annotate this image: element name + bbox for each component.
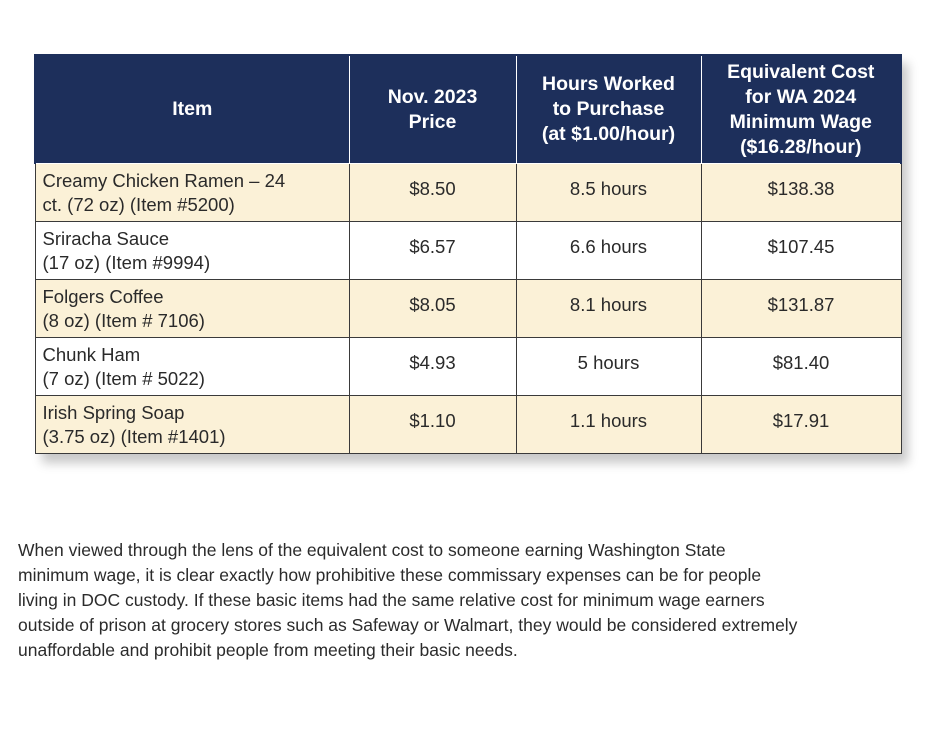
hours-cell: 5 hours (516, 338, 701, 396)
header-hours-line-1: Hours Worked (542, 73, 675, 95)
price-cell: $8.05 (349, 280, 516, 338)
price-cell: $4.93 (349, 338, 516, 396)
item-detail-line: (3.75 oz) (Item #1401) (42, 426, 226, 447)
hours-cell: 6.6 hours (516, 222, 701, 280)
table-row (35, 164, 901, 222)
header-equivalent-line-2: for WA 2024 (745, 85, 857, 108)
paragraph-line: When viewed through the lens of the equivalent cost to someone earning Washington State (18, 540, 726, 560)
item-name-line: Irish Spring Soap (42, 402, 185, 423)
paragraph-line: living in DOC custody. If these basic items had the same relative cost for minimum wage earners (18, 590, 765, 610)
table-row (35, 338, 901, 396)
item-cell (35, 164, 349, 222)
item-detail-line: (7 oz) (Item # 5022) (42, 368, 205, 389)
table-row (35, 396, 901, 454)
header-price-line-2: Price (408, 110, 457, 133)
paragraph-line: minimum wage, it is clear exactly how prohibitive these commissary expenses can be for people (18, 565, 762, 585)
item-cell (35, 338, 349, 396)
item-name-line: Chunk Ham (42, 344, 141, 365)
item-name-line: Folgers Coffee (42, 286, 164, 307)
header-equivalent-line-1: Equivalent Cost (727, 60, 875, 83)
header-hours-line-2: to Purchase (552, 98, 665, 120)
equivalent-cost-cell: $107.45 (701, 222, 901, 280)
equivalent-cost-cell: $17.91 (701, 396, 901, 454)
item-cell (35, 280, 349, 338)
commissary-cost-table-container (34, 54, 900, 454)
equivalent-cost-cell: $131.87 (701, 280, 901, 338)
header-item-line: Item (172, 98, 213, 120)
commissary-cost-table (34, 54, 902, 454)
table-row (35, 280, 901, 338)
item-detail-line: (8 oz) (Item # 7106) (42, 310, 205, 331)
price-cell: $8.50 (349, 164, 516, 222)
table-row (35, 222, 901, 280)
header-equivalent-line-4: ($16.28/hour) (740, 135, 862, 158)
price-cell: $1.10 (349, 396, 516, 454)
header-equivalent-line-3: Minimum Wage (729, 110, 872, 133)
hours-cell: 8.5 hours (516, 164, 701, 222)
hours-cell: 1.1 hours (516, 396, 701, 454)
price-cell: $6.57 (349, 222, 516, 280)
hours-cell: 8.1 hours (516, 280, 701, 338)
equivalent-cost-cell: $81.40 (701, 338, 901, 396)
header-item (35, 55, 349, 164)
item-cell (35, 222, 349, 280)
header-hours-line-3: (at $1.00/hour) (541, 123, 676, 145)
header-price-line-1: Nov. 2023 (387, 85, 478, 108)
header-hours (516, 55, 701, 164)
item-name-line: Creamy Chicken Ramen – 24 (42, 170, 286, 191)
item-cell (35, 396, 349, 454)
header-equivalent-cost (701, 55, 901, 164)
item-detail-line: (17 oz) (Item #9994) (42, 252, 211, 273)
paragraph-line: outside of prison at grocery stores such as Safeway or Walmart, they would be considered extremely (18, 615, 798, 635)
paragraph-line: unaffordable and prohibit people from meeting their basic needs. (18, 640, 518, 660)
body-paragraph (18, 538, 918, 663)
equivalent-cost-cell: $138.38 (701, 164, 901, 222)
item-name-line: Sriracha Sauce (42, 228, 169, 249)
header-price (349, 55, 516, 164)
item-detail-line: ct. (72 oz) (Item #5200) (42, 194, 235, 215)
table-header-row (35, 55, 901, 164)
